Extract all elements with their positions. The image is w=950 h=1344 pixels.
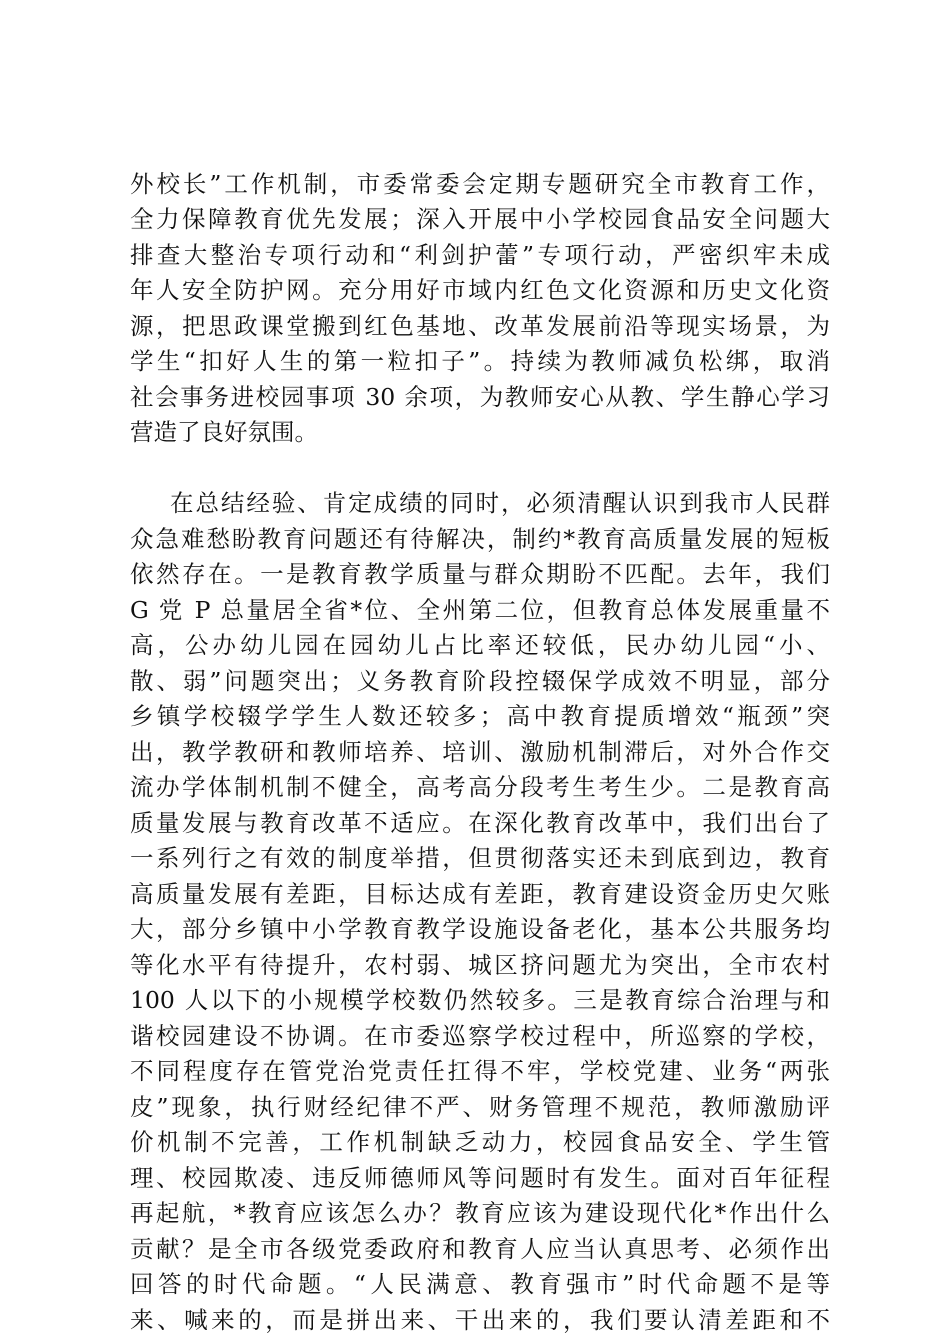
text-line: 高质量发展有差距，目标达成有差距，教育建设资金历史欠账 (130, 880, 830, 908)
text-line: 高，公办幼儿园在园幼儿占比率还较低，民办幼儿园“小、 (130, 631, 830, 659)
text-line: 等化水平有待提升，农村弱、城区挤问题尤为突出，全市农村 (130, 951, 830, 979)
text-line: 学生“扣好人生的第一粒扣子”。持续为教师减负松绑，取消 (130, 347, 830, 375)
text-line: 出，教学教研和教师培养、培训、激励机制滞后，对外合作交 (130, 738, 830, 766)
text-line: 皮”现象，执行财经纪律不严、财务管理不规范，教师激励评 (130, 1093, 830, 1121)
text-line: 依然存在。一是教育教学质量与群众期盼不匹配。去年，我们 (130, 560, 830, 588)
text-line: 理、校园欺凌、违反师德师风等问题时有发生。面对百年征程 (130, 1164, 830, 1192)
text-line: 乡镇学校辍学学生人数还较多；高中教育提质增效“瓶颈”突 (130, 702, 830, 730)
text-line: 再起航，*教育应该怎么办？教育应该为建设现代化*作出什么 (130, 1199, 830, 1227)
text-line: 来、喊来的，而是拼出来、干出来的，我们要认清差距和不 (130, 1306, 830, 1334)
text-line: 散、弱”问题突出；义务教育阶段控辍保学成效不明显，部分 (130, 667, 830, 695)
text-line: 营造了良好氛围。 (130, 418, 318, 446)
text-line: 流办学体制机制不健全，高考高分段考生考生少。二是教育高 (130, 773, 830, 801)
text-line: 全力保障教育优先发展；深入开展中小学校园食品安全问题大 (130, 205, 830, 233)
text-line: 外校长”工作机制，市委常委会定期专题研究全市教育工作， (130, 170, 830, 198)
text-line: 价机制不完善，工作机制缺乏动力，校园食品安全、学生管 (130, 1128, 830, 1156)
text-line: 不同程度存在管党治党责任扛得不牢，学校党建、业务“两张 (130, 1057, 830, 1085)
text-line: 源，把思政课堂搬到红色基地、改革发展前沿等现实场景，为 (130, 312, 830, 340)
text-line: 质量发展与教育改革不适应。在深化教育改革中，我们出台了 (130, 809, 830, 837)
text-line: 回答的时代命题。“人民满意、教育强市”时代命题不是等 (130, 1270, 830, 1298)
text-line: 一系列行之有效的制度举措，但贯彻落实还未到底到边，教育 (130, 844, 830, 872)
text-line: 社会事务进校园事项 30 余项，为教师安心从教、学生静心学习 (130, 383, 830, 411)
text-line: 在总结经验、肯定成绩的同时，必须清醒认识到我市人民群 (170, 489, 830, 517)
text-line: 谐校园建设不协调。在市委巡察学校过程中，所巡察的学校， (130, 1022, 830, 1050)
text-line: 众急难愁盼教育问题还有待解决，制约*教育高质量发展的短板 (130, 525, 830, 553)
text-line: 排查大整治专项行动和“利剑护蕾”专项行动，严密织牢未成 (130, 241, 830, 269)
text-line: G 党 P 总量居全省*位、全州第二位，但教育总体发展重量不 (130, 596, 830, 624)
text-line: 100 人以下的小规模学校数仍然较多。三是教育综合治理与和 (130, 986, 830, 1014)
text-line: 年人安全防护网。充分用好市域内红色文化资源和历史文化资 (130, 276, 830, 304)
text-line: 大，部分乡镇中小学教育教学设施设备老化，基本公共服务均 (130, 915, 830, 943)
text-line: 贡献？是全市各级党委政府和教育人应当认真思考、必须作出 (130, 1235, 830, 1263)
